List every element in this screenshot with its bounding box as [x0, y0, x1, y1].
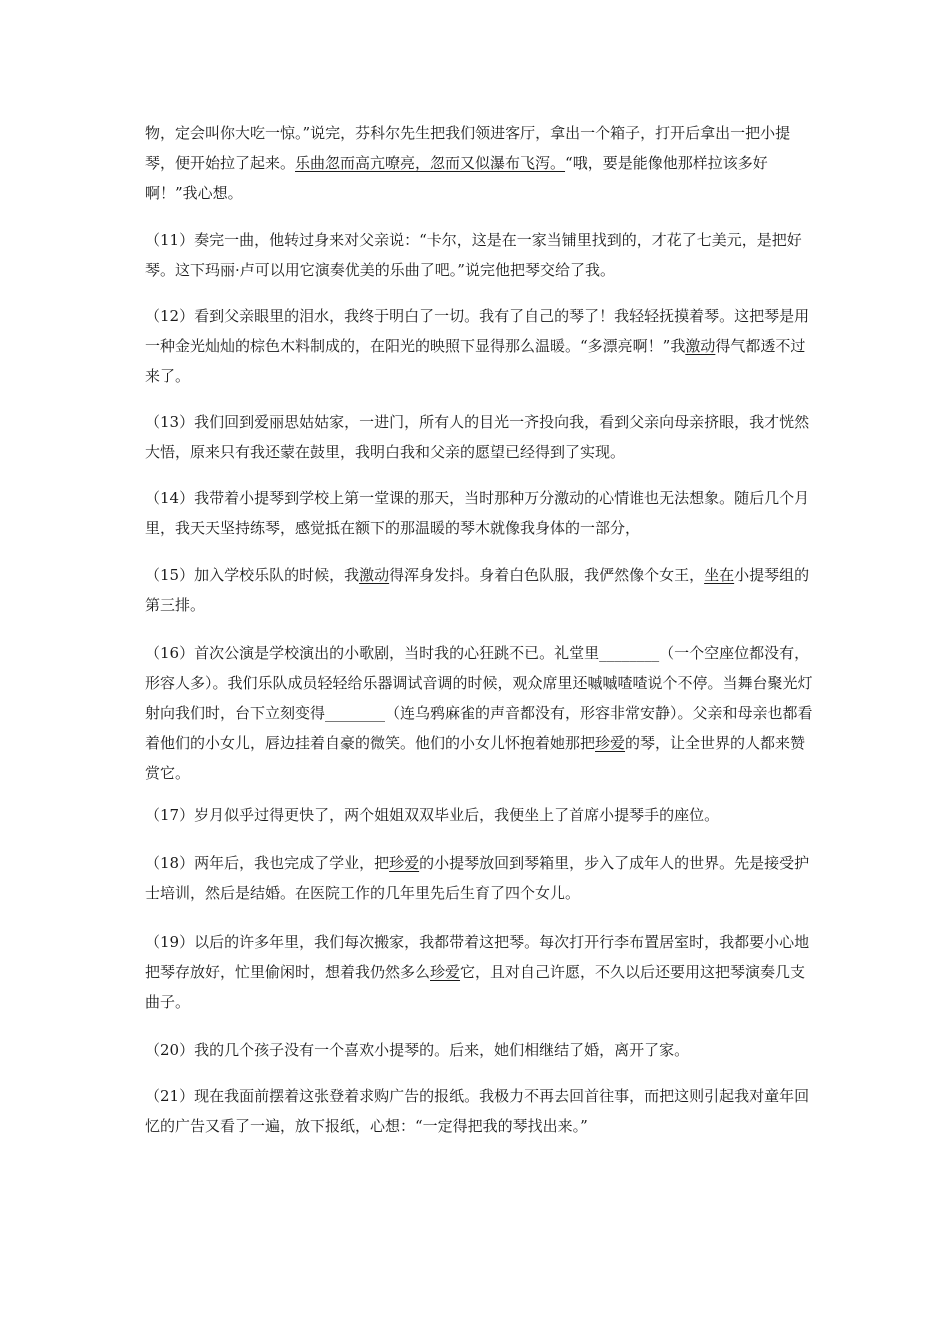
- paragraph-text: （21）现在我面前摆着这张登着求购广告的报纸。我极力不再去回首往事，而把这则引起我对童年回忆的广告又看了一遍，放下报纸，心想：“一定得把我的琴找出来。”: [145, 1087, 810, 1135]
- paragraph-16: [145, 638, 815, 788]
- paragraph-text: （17）岁月似乎过得更快了，两个姐姐双双毕业后，我便坐上了首席小提琴手的座位。: [145, 806, 720, 824]
- paragraph-text: 的琴，让全世界的人都来赞赏它。: [145, 734, 806, 782]
- underlined-word: 珍爱: [595, 734, 626, 752]
- paragraph-text: （14）我带着小提琴到学校上第一堂课的那天，当时那种万分激动的心情谁也无法想象。随后几个月里，我天天坚持练琴，感觉抵在额下的那温暖的琴木就像我身体的一部分，: [145, 489, 810, 537]
- paragraph-text: （15）加入学校乐队的时候，我: [145, 566, 360, 584]
- paragraph-text: 得浑身发抖。身着白色队服，我俨然像个女王，: [389, 566, 705, 584]
- underlined-word: 坐在: [704, 566, 735, 584]
- underlined-word: 激动: [685, 337, 716, 355]
- paragraph-19: [145, 927, 815, 1017]
- paragraph-text: “哦，要是能像他那样拉该多好啊！”我心想。: [145, 154, 768, 202]
- paragraph-21: [145, 1081, 815, 1141]
- underlined-word: 珍爱: [389, 854, 420, 872]
- paragraph-18: [145, 848, 815, 908]
- paragraph-12: [145, 301, 815, 391]
- paragraph-text: （11）奏完一曲，他转过身来对父亲说：“卡尔，这是在一家当铺里找到的，才花了七美元，是把好琴。这下玛丽·卢可以用它演奏优美的乐曲了吧。”说完他把琴交给了我。: [145, 231, 802, 279]
- paragraph-text: 的小提琴放回到琴箱里，步入了成年人的世界。先是接受护士培训，然后是结婚。在医院工作的几年里先后生育了四个女儿。: [145, 854, 810, 902]
- underlined-word: 珍爱: [430, 963, 461, 981]
- paragraph-text: （12）看到父亲眼里的泪水，我终于明白了一切。我有了自己的琴了！我轻轻抚摸着琴。这把琴是用一种金光灿灿的棕色木料制成的，在阳光的映照下显得那么温暖。“多漂亮啊！”我: [145, 307, 810, 355]
- paragraph-13: [145, 407, 815, 467]
- paragraph-text: （19）以后的许多年里，我们每次搬家，我都带着这把琴。每次打开行李布置居室时，我都要小心地把琴存放好，忙里偷闲时，想着我仍然多么: [145, 933, 810, 981]
- paragraph-text: 它，且对自己许愿，不久以后还要用这把琴演奏几支曲子。: [145, 963, 806, 1011]
- paragraph-text: （18）两年后，我也完成了学业，把: [145, 854, 390, 872]
- paragraph-14: [145, 483, 815, 543]
- paragraph-text: 得气都透不过来了。: [145, 337, 806, 385]
- paragraph-text: 物，定会叫你大吃一惊。”说完，芬科尔先生把我们领进客厅，拿出一个箱子，打开后拿出一把小提琴，便开始拉了起来。: [145, 124, 791, 172]
- paragraph-text: 小提琴组的第三排。: [145, 566, 810, 614]
- paragraph-20: [145, 1035, 815, 1065]
- paragraph-text: （13）我们回到爱丽思姑姑家，一进门，所有人的目光一齐投向我，看到父亲向母亲挤眼，我才恍然大悟，原来只有我还蒙在鼓里，我明白我和父亲的愿望已经得到了实现。: [145, 413, 810, 461]
- underlined-phrase: 乐曲忽而高亢嘹亮，忽而又似瀑布飞泻。: [295, 154, 566, 172]
- paragraph-10-continued: [145, 118, 815, 208]
- paragraph-17: [145, 800, 815, 830]
- paragraph-text: （20）我的几个孩子没有一个喜欢小提琴的。后来，她们相继结了婚，离开了家。: [145, 1041, 690, 1059]
- paragraph-15: [145, 560, 815, 620]
- paragraph-text: （16）首次公演是学校演出的小歌剧，当时我的心狂跳不已。礼堂里________（一个空座位都没有，形容人多）。我们乐队成员轻轻给乐器调试音调的时候，观众席里还嘁嘁喳喳说个不停。当舞台聚光灯射向我们时，台下立刻变得________（连乌鸦麻雀的声音都没有，形容非常安静）。父亲和母亲也都看着他们的小女儿，唇边挂着自豪的微笑。他们的小女儿怀抱着她那把: [145, 644, 813, 752]
- underlined-word: 激动: [359, 566, 390, 584]
- paragraph-11: [145, 225, 815, 285]
